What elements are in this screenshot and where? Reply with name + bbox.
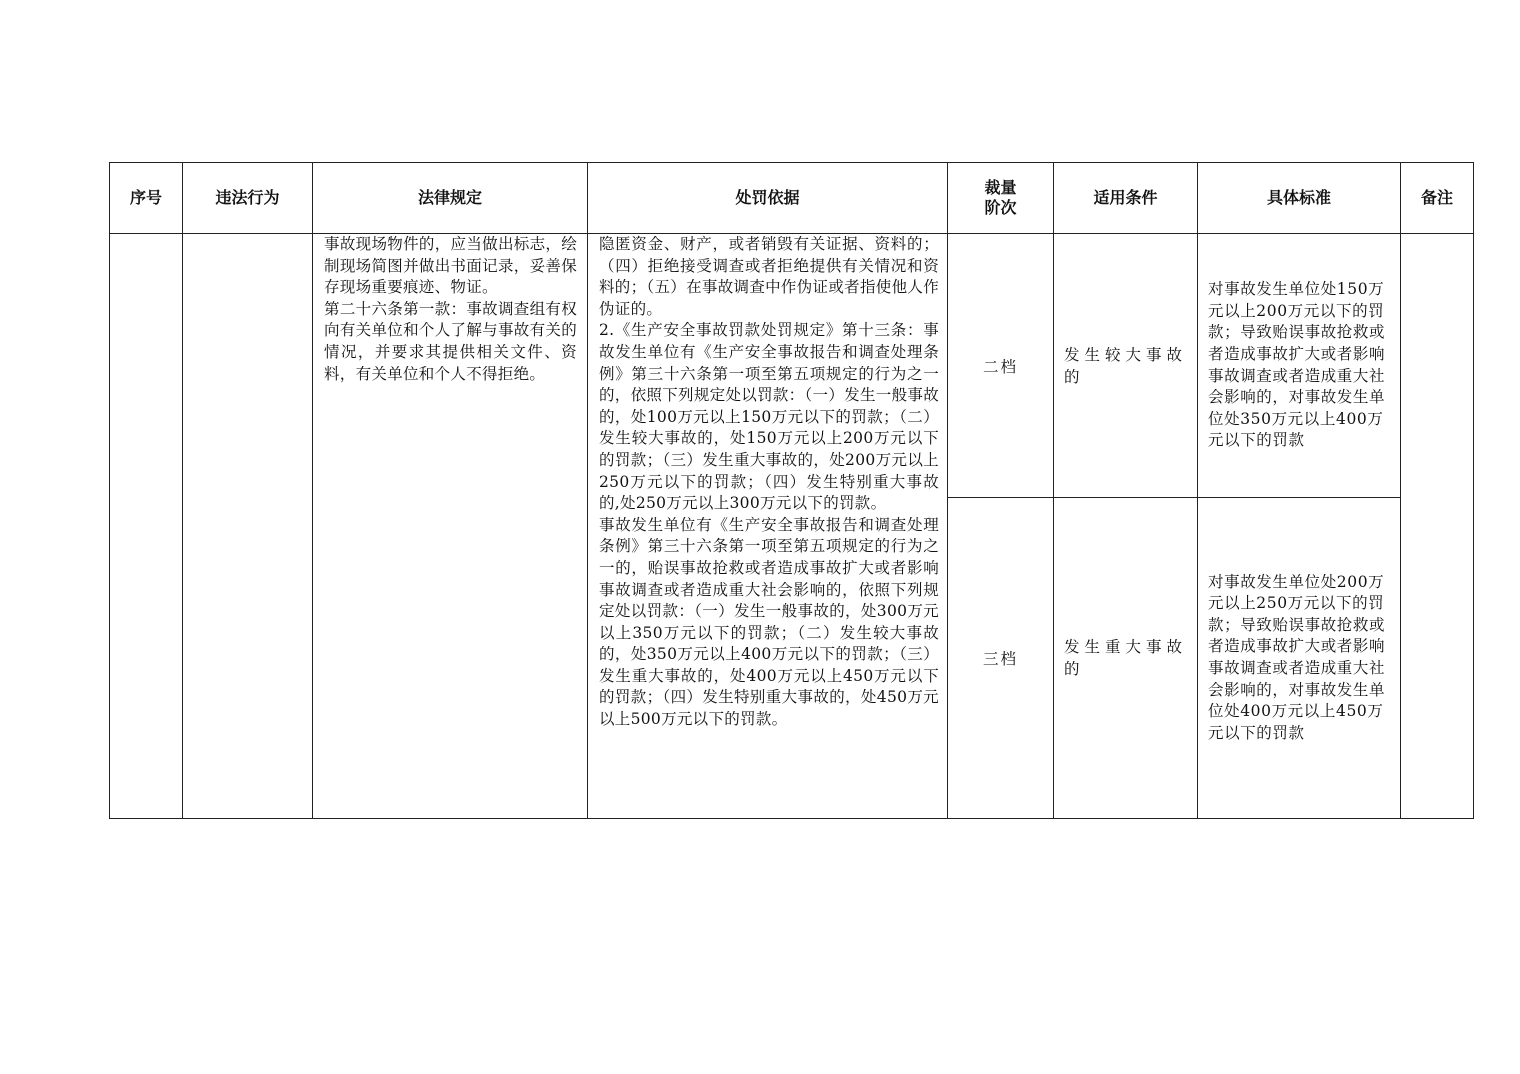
header-violation: 违法行为	[183, 163, 313, 234]
basis-paragraph: 隐匿资金、财产，或者销毁有关证据、资料的；（四）拒绝接受调查或者拒绝提供有关情况和资料的；（五）在事故调查中作伪证或者指使他人作伪证的。	[599, 235, 939, 318]
penalty-discretion-table	[109, 162, 1474, 819]
table-row	[110, 234, 1474, 498]
table-header-row	[110, 163, 1474, 234]
law-paragraph: 事故现场物件的，应当做出标志，绘制现场简图并做出书面记录，妥善保存现场重要痕迹、物证。	[324, 235, 577, 297]
header-basis: 处罚依据	[588, 163, 948, 234]
header-standard: 具体标准	[1198, 163, 1401, 234]
header-seq: 序号	[110, 163, 183, 234]
header-level	[948, 163, 1054, 234]
header-remark: 备注	[1401, 163, 1474, 234]
cell-standard-tier3: 对事故发生单位处200万元以上250万元以下的罚款；导致贻误事故抢救或者造成事故扩大或者影响事故调查或者造成重大社会影响的，对事故发生单位处400万元以上450万元以下的罚款	[1198, 498, 1401, 819]
cell-condition-tier2: 发生较大事故的	[1054, 234, 1198, 498]
cell-remark	[1401, 234, 1474, 819]
header-level-text: 裁量阶次	[984, 178, 1017, 217]
cell-level-tier2: 二档	[948, 234, 1054, 498]
header-condition: 适用条件	[1054, 163, 1198, 234]
cell-law	[313, 234, 588, 819]
basis-paragraph: 事故发生单位有《生产安全事故报告和调查处理条例》第三十六条第一项至第五项规定的行为之一的，贻误事故抢救或者造成事故扩大或者影响事故调查或者造成重大社会影响的，依照下列规定处以罚款：（一）发生一般事故的，处300万元以上350万元以下的罚款；（二）发生较大事故的，处350万元以上400万元以下的罚款；（三）发生重大事故的，处400万元以上450万元以下的罚款；（四）发生特别重大事故的，处450万元以上500万元以下的罚款。	[599, 515, 939, 729]
law-paragraph: 第二十六条第一款：事故调查组有权向有关单位和个人了解与事故有关的情况，并要求其提供相关文件、资料，有关单位和个人不得拒绝。	[324, 299, 577, 383]
cell-standard-tier2: 对事故发生单位处150万元以上200万元以下的罚款；导致贻误事故抢救或者造成事故扩大或者影响事故调查或者造成重大社会影响的，对事故发生单位处350万元以上400万元以下的罚款	[1198, 234, 1401, 498]
basis-paragraph: 2.《生产安全事故罚款处罚规定》第十三条：事故发生单位有《生产安全事故报告和调查处理条例》第三十六条第一项至第五项规定的行为之一的，依照下列规定处以罚款：（一）发生一般事故的，处100万元以上150万元以下的罚款；（二）发生较大事故的，处150万元以上200万元以下的罚款；（三）发生重大事故的，处200万元以上250万元以下的罚款；（四）发生特别重大事故的,处250万元以上300万元以下的罚款。	[599, 321, 939, 513]
cell-level-tier3: 三档	[948, 498, 1054, 819]
header-law: 法律规定	[313, 163, 588, 234]
cell-violation	[183, 234, 313, 819]
cell-basis	[588, 234, 948, 819]
cell-condition-tier3: 发生重大事故的	[1054, 498, 1198, 819]
cell-seq	[110, 234, 183, 819]
